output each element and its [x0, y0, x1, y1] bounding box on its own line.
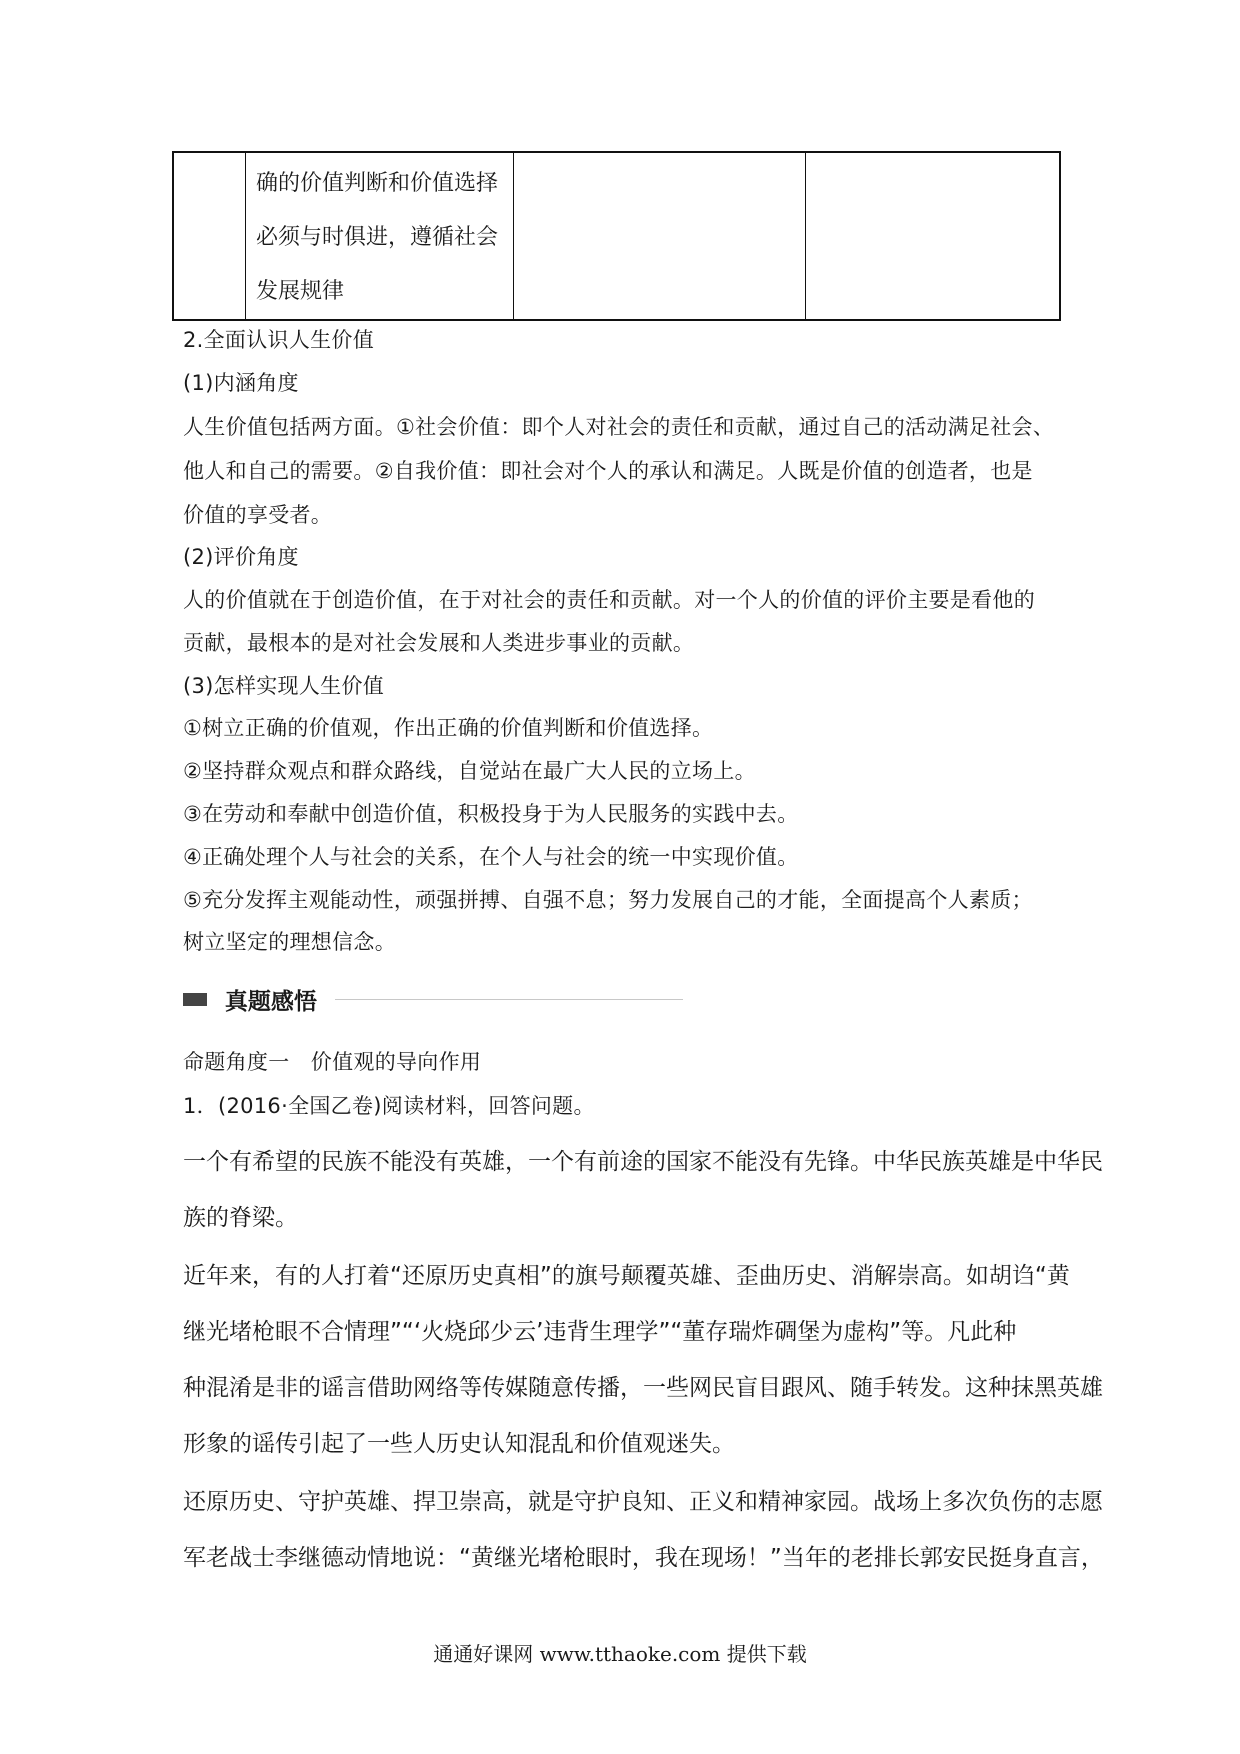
list-item: ②坚持群众观点和群众路线，自觉站在最广大人民的立场上。: [183, 759, 756, 783]
material-line: 近年来，有的人打着“还原历史真相”的旗号颠覆英雄、歪曲历史、消解崇高。如胡诌“黄: [183, 1263, 1070, 1289]
paragraph-line: 他人和自己的需要。②自我价值：即社会对个人的承认和满足。人既是价值的创造者，也是: [183, 459, 1033, 483]
material-line: 军老战士李继德动情地说：“黄继光堵枪眼时，我在现场！”当年的老排长郭安民挺身直言，: [183, 1545, 1104, 1571]
paragraph-line: 人生价值包括两方面。①社会价值：即个人对社会的责任和贡献，通过自己的活动满足社会、: [183, 415, 1055, 439]
subsection-title: (2)评价角度: [183, 545, 299, 569]
table-cell-empty-2: [514, 153, 806, 319]
section-title: 真题感悟: [224, 988, 317, 1015]
list-item: ④正确处理个人与社会的关系，在个人与社会的统一中实现价值。: [183, 845, 799, 869]
list-item: ⑤充分发挥主观能动性，顽强拼搏、自强不息；努力发展自己的才能，全面提高个人素质；: [183, 888, 1033, 912]
material-line: 族的脊梁。: [183, 1205, 298, 1231]
section-heading: 2.全面认识人生价值: [183, 328, 375, 352]
material-line: 还原历史、守护英雄、捍卫崇高，就是守护良知、正义和精神家园。战场上多次负伤的志愿: [183, 1489, 1103, 1515]
paragraph-line: 贡献，最根本的是对社会发展和人类进步事业的贡献。: [183, 631, 695, 655]
table-cell-empty-3: [806, 153, 1059, 319]
subsection-title: (1)内涵角度: [183, 371, 299, 395]
list-item: 树立坚定的理想信念。: [183, 930, 396, 954]
page-footer: 通通好课网 www.tthaoke.com 提供下载: [433, 1642, 807, 1666]
paragraph-line: 价值的享受者。: [183, 503, 333, 527]
list-item: ①树立正确的价值观，作出正确的价值判断和价值选择。: [183, 716, 714, 740]
table-fragment: [172, 151, 1061, 321]
question-angle: 命题角度一 价值观的导向作用: [183, 1050, 482, 1074]
table-cell-content: [246, 153, 514, 319]
material-line: 一个有希望的民族不能没有英雄，一个有前途的国家不能没有先锋。中华民族英雄是中华民: [183, 1149, 1103, 1175]
paragraph-line: 人的价值就在于创造价值，在于对社会的责任和贡献。对一个人的价值的评价主要是看他的: [183, 588, 1035, 612]
section-divider: [335, 999, 683, 1000]
section-header: [183, 984, 683, 1014]
question-stem: 1．(2016·全国乙卷)阅读材料，回答问题。: [183, 1094, 595, 1118]
table-cell-line: 发展规律: [256, 279, 345, 304]
table-cell-line: 确的价值判断和价值选择: [256, 171, 499, 196]
section-marker-icon: [183, 993, 207, 1006]
material-line: 形象的谣传引起了一些人历史认知混乱和价值观迷失。: [183, 1431, 735, 1457]
subsection-title: (3)怎样实现人生价值: [183, 674, 385, 698]
material-line: 继光堵枪眼不合情理”“‘火烧邱少云’违背生理学”“董存瑞炸碉堡为虚构”等。凡此种: [183, 1319, 1017, 1345]
table-cell-empty-1: [174, 153, 246, 319]
material-line: 种混淆是非的谣言借助网络等传媒随意传播，一些网民盲目跟风、随手转发。这种抹黑英雄: [183, 1375, 1103, 1401]
list-item: ③在劳动和奉献中创造价值，积极投身于为人民服务的实践中去。: [183, 802, 799, 826]
table-cell-line: 必须与时俱进，遵循社会: [256, 225, 499, 250]
